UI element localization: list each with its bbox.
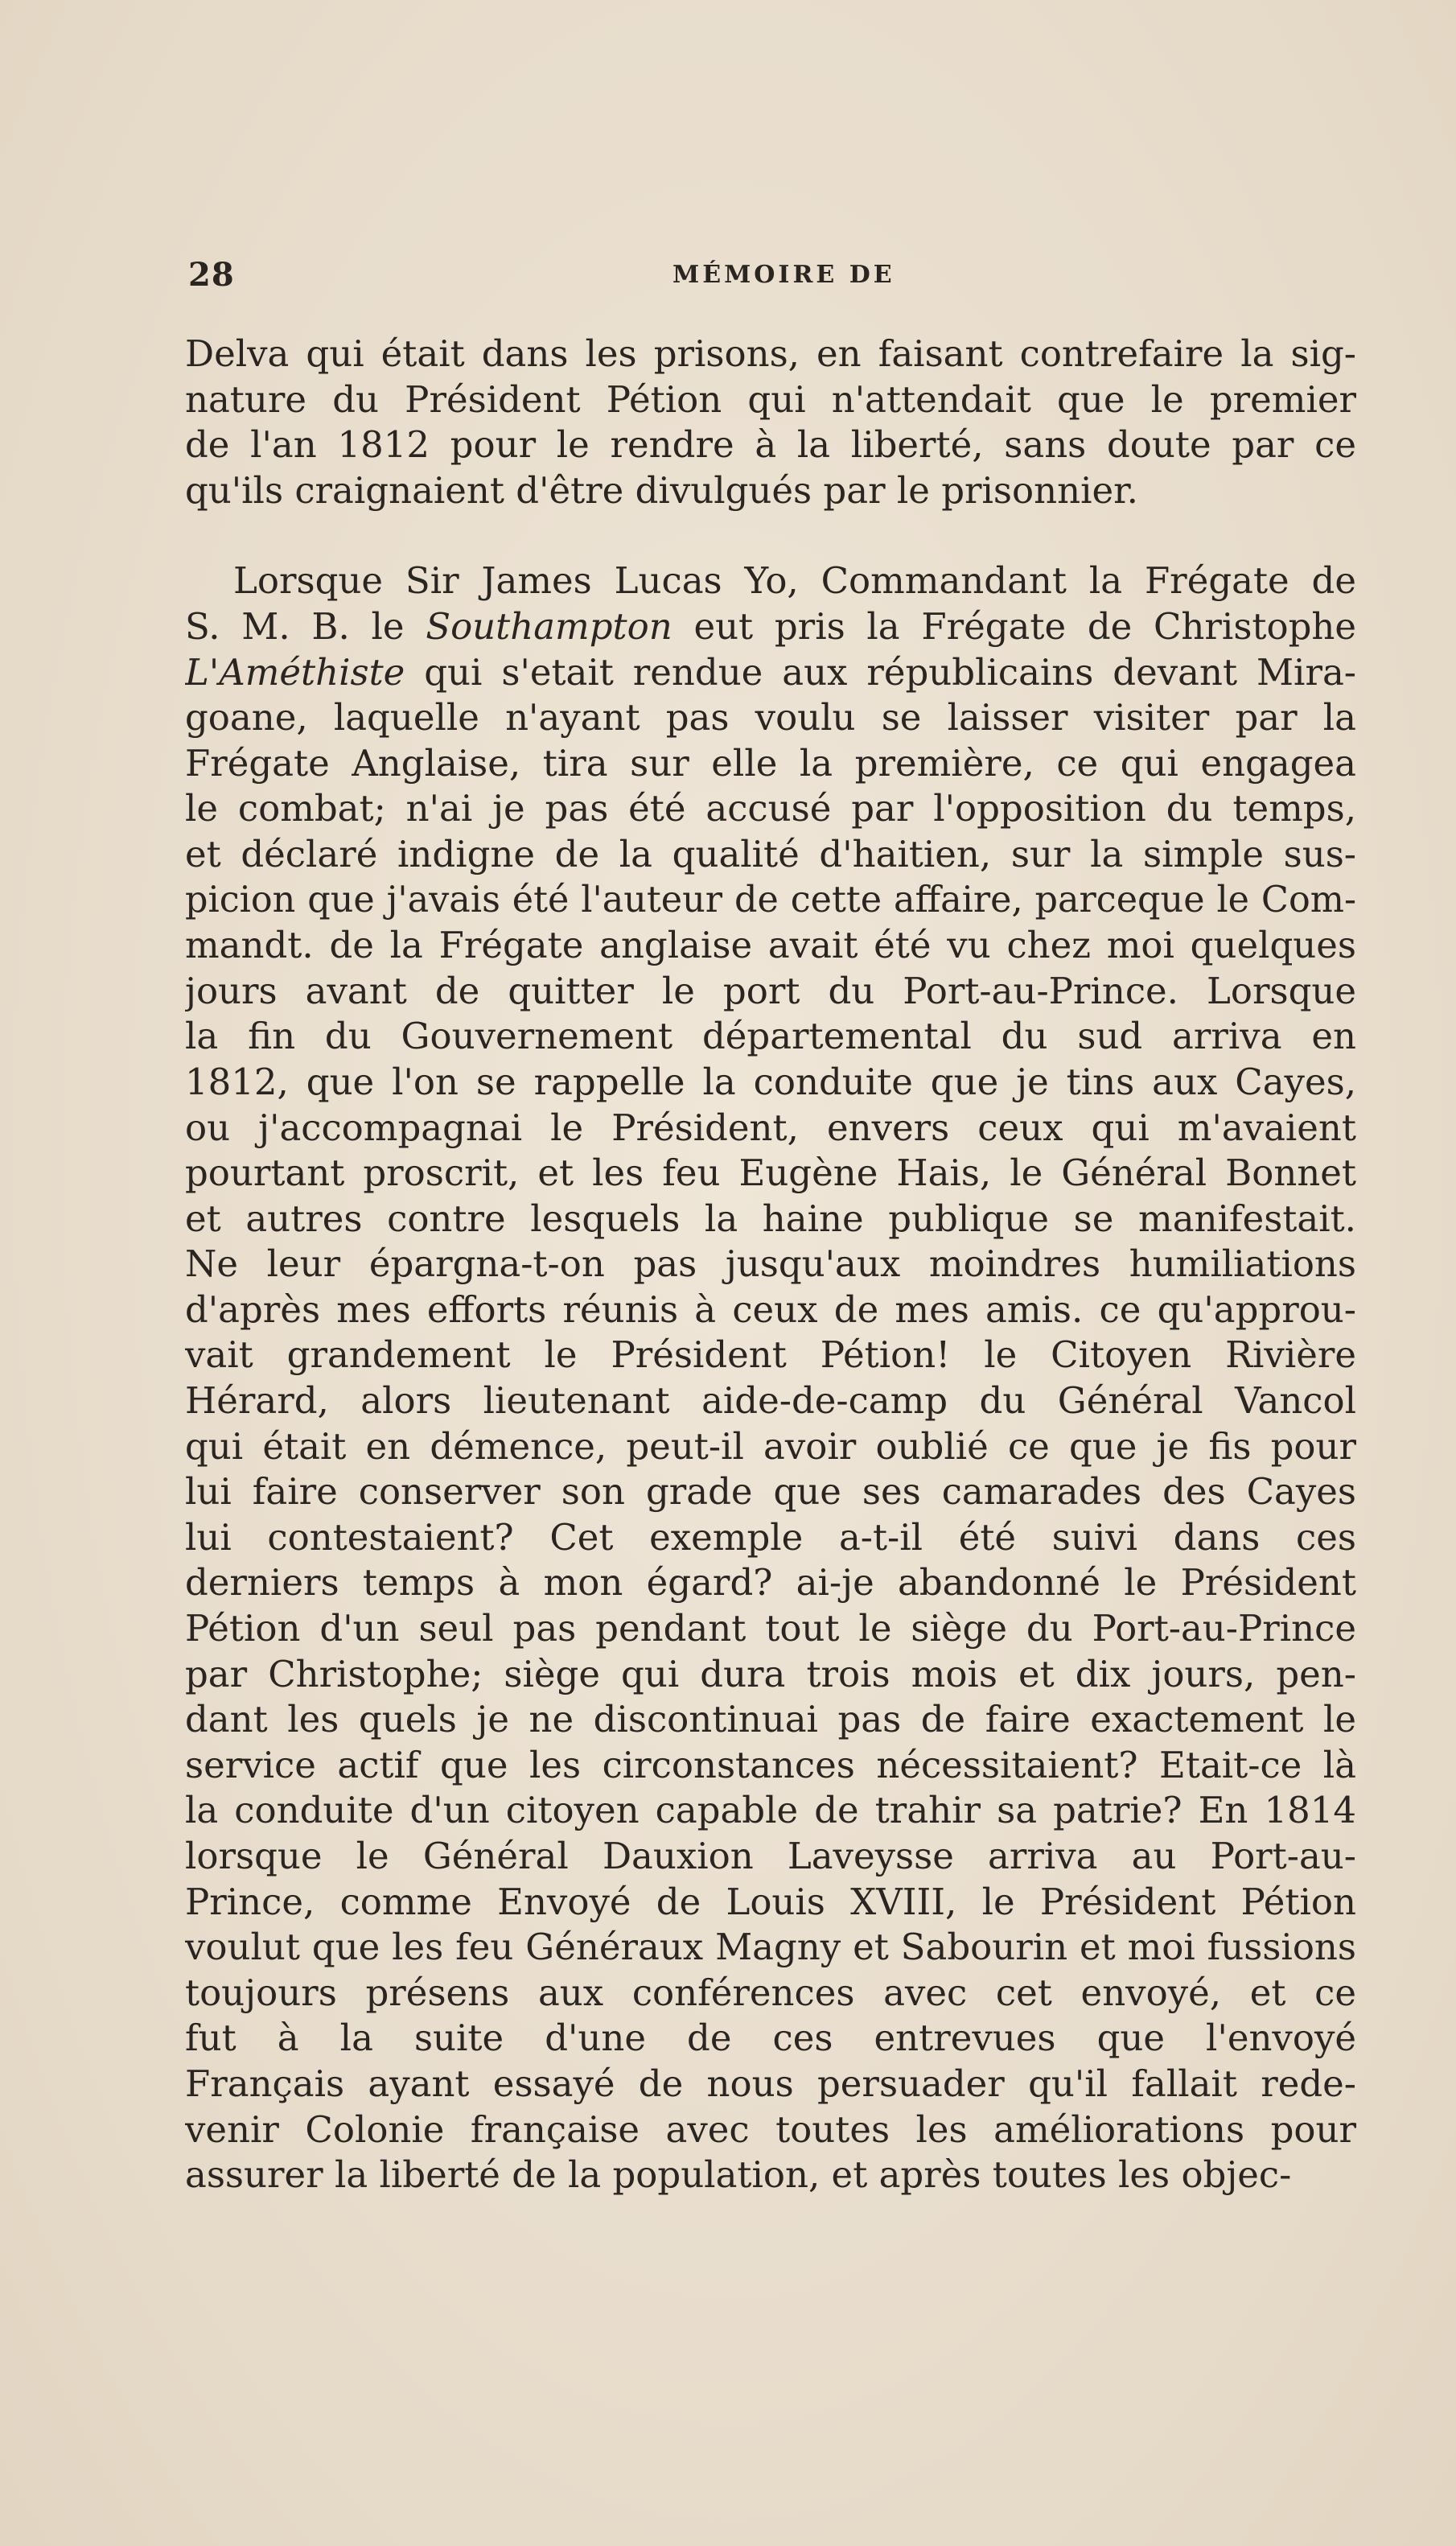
- text-line: par Christophe; siège qui dura trois mois et dix jours, pen-: [185, 1652, 1356, 1695]
- text-fragment: qui s'etait rendue aux républicains devant Mira-: [405, 650, 1356, 694]
- text-line: Delva qui était dans les prisons, en faisant contrefaire la sig-: [185, 332, 1356, 375]
- ship-name-amethiste: L'Améthiste: [185, 650, 405, 694]
- text-line: qu'ils craignaient d'être divulgués par le prisonnier.: [185, 468, 1138, 512]
- text-line: lui contestaient? Cet exemple a-t-il été suivi dans ces: [185, 1515, 1356, 1559]
- paragraph-gap: [185, 513, 1356, 558]
- text-line: la fin du Gouvernement départemental du sud arriva en: [185, 1015, 1356, 1058]
- text-line: picion que j'avais été l'auteur de cette affaire, parceque le Com-: [185, 879, 1356, 921]
- text-line: qui était en démence, peut-il avoir oublié ce que je fis pour: [185, 1424, 1356, 1468]
- text-line: voulut que les feu Généraux Magny et Sabourin et moi fussions: [185, 1926, 1356, 1969]
- text-line: Hérard, alors lieutenant aide-de-camp du Général Vancol: [185, 1379, 1356, 1423]
- text-line: Ne leur épargna-t-on pas jusqu'aux moindres humiliations: [185, 1242, 1356, 1286]
- text-line: vait grandement le Président Pétion! le Citoyen Rivière: [185, 1333, 1356, 1377]
- text-line: mandt. de la Frégate anglaise avait été vu chez moi quelques: [185, 924, 1356, 967]
- text-line: lui faire conserver son grade que ses camarades des Cayes: [185, 1470, 1356, 1514]
- page-number: 28: [188, 256, 235, 294]
- text-line: service actif que les circonstances nécessitaient? Etait-ce là: [185, 1743, 1356, 1786]
- text-line: jours avant de quitter le port du Port-au-Prince. Lorsque: [185, 969, 1356, 1012]
- text-line: assurer la liberté de la population, et après toutes les objec-: [185, 2153, 1292, 2197]
- text-line: dant les quels je ne discontinuai pas de faire exactement le: [185, 1698, 1356, 1741]
- text-line: de l'an 1812 pour le rendre à la liberté, sans doute par ce: [185, 423, 1356, 467]
- text-line: la conduite d'un citoyen capable de trahir sa patrie? En 1814: [185, 1789, 1356, 1832]
- text-line: d'après mes efforts réunis à ceux de mes amis. ce qu'approu-: [185, 1287, 1356, 1331]
- running-head: [180, 256, 1355, 296]
- text-line: pourtant proscrit, et les feu Eugène Hais, le Général Bonnet: [185, 1151, 1356, 1195]
- body-text: [185, 332, 1356, 2198]
- running-title: MÉMOIRE DE: [672, 261, 895, 289]
- ship-name-southampton: Southampton: [426, 604, 672, 648]
- text-line: derniers temps à mon égard? ai-je abandonné le Président: [185, 1561, 1356, 1605]
- text-line: Lorsque Sir James Lucas Yo, Commandant la Frégate de: [233, 559, 1356, 603]
- text-line: goane, laquelle n'ayant pas voulu se laisser visiter par la: [185, 696, 1356, 739]
- text-line: Français ayant essayé de nous persuader qu'il fallait rede-: [185, 2062, 1356, 2105]
- text-line: et autres contre lesquels la haine publique se manifestait.: [185, 1197, 1356, 1240]
- text-line: [185, 604, 1356, 650]
- text-line: 1812, que l'on se rappelle la conduite que je tins aux Cayes,: [185, 1060, 1356, 1103]
- text-fragment: eut pris la Frégate de Christophe: [672, 604, 1356, 648]
- text-line: toujours présens aux conférences avec cet envoyé, et ce: [185, 1971, 1356, 2014]
- text-line: et déclaré indigne de la qualité d'haitien, sur la simple sus-: [185, 832, 1356, 875]
- text-line: [185, 650, 1356, 696]
- text-line: fut à la suite d'une de ces entrevues que l'envoyé: [185, 2017, 1356, 2060]
- text-line: venir Colonie française avec toutes les améliorations pour: [185, 2107, 1356, 2151]
- text-line: ou j'accompagnai le Président, envers ceux qui m'avaient: [185, 1106, 1356, 1149]
- text-fragment: S. M. B. le: [185, 604, 426, 648]
- text-line: nature du Président Pétion qui n'attendait que le premier: [185, 377, 1356, 421]
- text-line: lorsque le Général Dauxion Laveysse arriva au Port-au-: [185, 1835, 1356, 1877]
- text-line: Frégate Anglaise, tira sur elle la première, ce qui engagea: [185, 741, 1356, 785]
- text-line: le combat; n'ai je pas été accusé par l'opposition du temps,: [185, 787, 1356, 830]
- text-line: Prince, comme Envoyé de Louis XVIII, le Président Pétion: [185, 1880, 1356, 1923]
- text-line: Pétion d'un seul pas pendant tout le siège du Port-au-Prince: [185, 1607, 1356, 1650]
